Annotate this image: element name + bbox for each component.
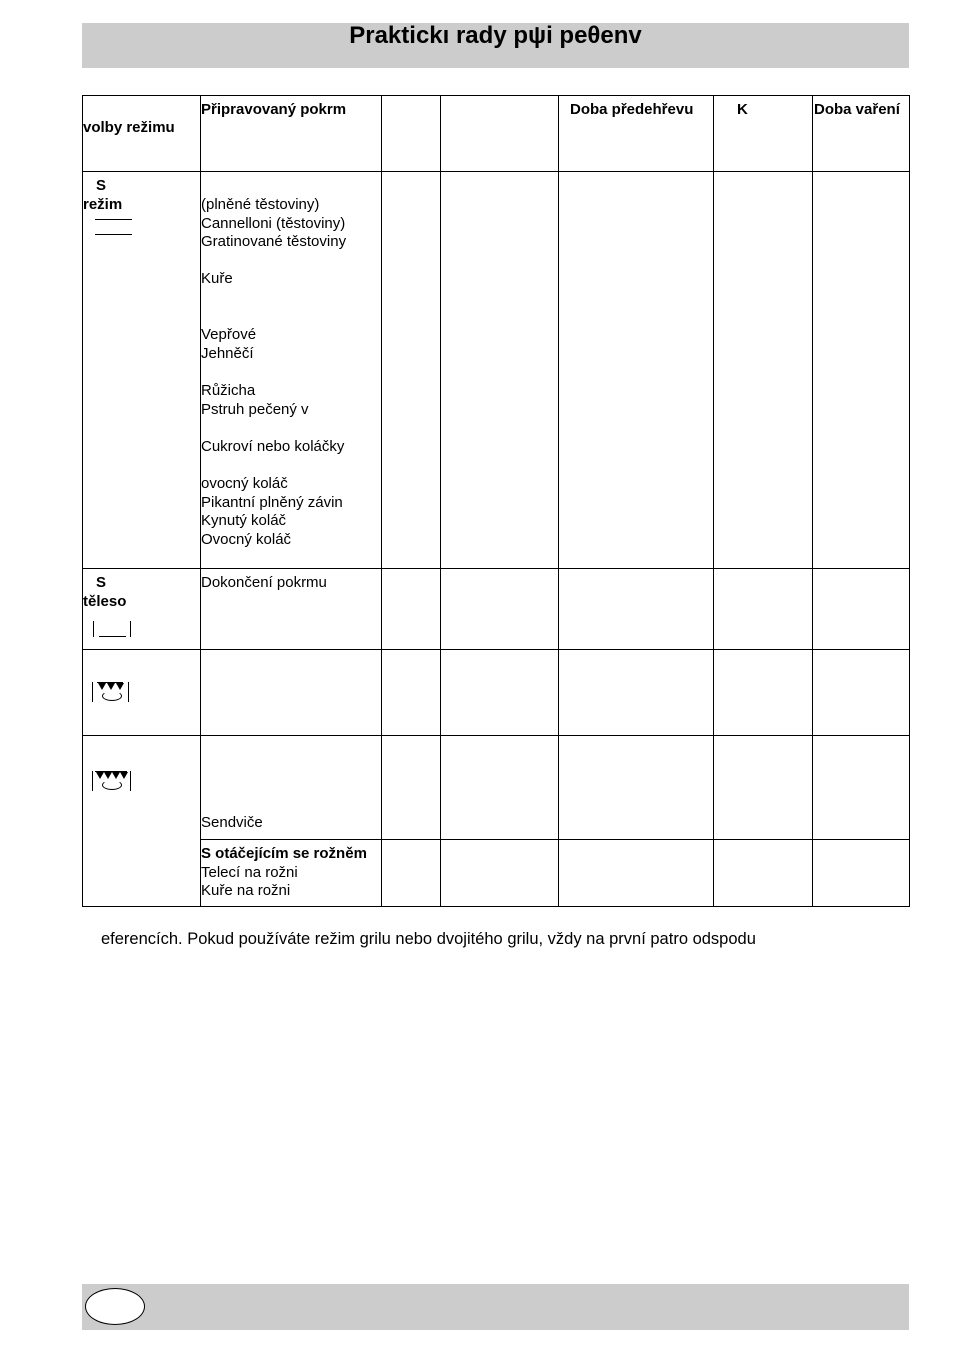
- empty-cell: [813, 569, 910, 650]
- empty-cell: [382, 650, 441, 736]
- empty-cell: [559, 840, 714, 907]
- empty-cell: [382, 172, 441, 569]
- food-list-convection: [201, 172, 381, 549]
- header-cook-time: Doba vaření: [814, 101, 900, 118]
- food-item: Vepřové: [201, 326, 257, 344]
- row-double-grill: [83, 736, 910, 840]
- empty-cell: [714, 650, 813, 736]
- mode-label-line1: S: [96, 177, 107, 194]
- food-item: Kynutý koláč: [201, 512, 287, 530]
- spacer: [201, 252, 381, 271]
- header-preheat-cell: [559, 96, 714, 172]
- header-mode-cell: [83, 96, 201, 172]
- page-number-oval: [85, 1288, 145, 1325]
- header-col3-cell: [382, 96, 441, 172]
- bottom-element-line: [95, 234, 132, 235]
- food-item: Sendviče: [201, 814, 263, 831]
- grill-fan-icon: [92, 680, 130, 702]
- food-item: Cukroví nebo koláčky: [201, 437, 345, 455]
- mode-label-line2: režim: [83, 195, 123, 213]
- header-preheat: Doba předehřevu: [570, 101, 694, 118]
- mode-cell-bottom: [83, 569, 201, 650]
- food-item: Pstruh pečený v: [201, 400, 309, 418]
- header-k-cell: [714, 96, 813, 172]
- empty-cell: [382, 736, 441, 840]
- double-grill-fan-icon: [92, 769, 130, 791]
- food-item: Jehněčí: [201, 344, 254, 362]
- empty-cell: [559, 172, 714, 569]
- empty-cell: [441, 172, 559, 569]
- food-cell-rotisserie: [201, 840, 382, 907]
- empty-cell: [813, 840, 910, 907]
- mode-label-line1: S: [96, 574, 107, 591]
- header-col4-cell: [441, 96, 559, 172]
- empty-cell: [382, 569, 441, 650]
- food-item: Kuře na rožni: [201, 882, 291, 900]
- row-grill: [83, 650, 910, 736]
- page-title: Praktickı rady pψi peθenv: [349, 22, 642, 49]
- spacer: [201, 419, 381, 438]
- food-item: (plněné těstoviny): [201, 196, 320, 213]
- top-element-line: [95, 219, 132, 220]
- footer-bar: [82, 1284, 909, 1330]
- header-k: K: [737, 101, 748, 118]
- spacer: [201, 456, 381, 475]
- convection-icon: [83, 214, 200, 254]
- title-bar: [82, 23, 909, 68]
- food-item: Pikantní plněný závin: [201, 493, 343, 511]
- mode-cell-convection: [83, 172, 201, 569]
- spacer: [201, 289, 381, 326]
- header-food: Připravovaný pokrm: [201, 101, 347, 118]
- header-row: [83, 96, 910, 172]
- food-cell-convection: [201, 172, 382, 569]
- header-food-cell: [201, 96, 382, 172]
- food-item: Cannelloni (těstoviny): [201, 214, 346, 232]
- food-item: Ovocný koláč: [201, 530, 292, 548]
- mode-label-line2: těleso: [83, 592, 127, 610]
- row-rotisserie: [83, 840, 910, 907]
- mode-cell-double-grill: [83, 736, 201, 907]
- food-item: Gratinované těstoviny: [201, 233, 347, 251]
- empty-cell: [813, 172, 910, 569]
- empty-cell: [441, 840, 559, 907]
- food-item: ovocný koláč: [201, 474, 288, 492]
- empty-cell: [813, 736, 910, 840]
- row-bottom: [83, 569, 910, 650]
- empty-cell: [382, 840, 441, 907]
- empty-cell: [813, 650, 910, 736]
- footnote: eferencích. Pokud používáte režim grilu nebo dvojitého grilu, vždy na první patro odspodu: [101, 930, 756, 948]
- empty-cell: [559, 736, 714, 840]
- food-item: Kuře: [201, 270, 233, 288]
- empty-cell: [714, 840, 813, 907]
- food-item: Dokončení pokrmu: [201, 574, 327, 591]
- cooking-table: [82, 95, 910, 907]
- row-convection: [83, 172, 910, 569]
- empty-cell: [714, 172, 813, 569]
- food-item: Růžicha: [201, 381, 256, 399]
- food-item: Telecí na rožni: [201, 863, 298, 881]
- empty-cell: [441, 736, 559, 840]
- empty-cell: [714, 569, 813, 650]
- spacer: [201, 363, 381, 382]
- food-cell-grill: [201, 650, 382, 736]
- empty-cell: [559, 650, 714, 736]
- empty-cell: [441, 650, 559, 736]
- empty-cell: [559, 569, 714, 650]
- rotisserie-heading: S otáčejícím se rožněm: [201, 845, 367, 862]
- empty-cell: [714, 736, 813, 840]
- food-cell-double-grill: [201, 736, 382, 840]
- mode-label-convection: [83, 172, 200, 214]
- bottom-element-icon: [83, 617, 200, 639]
- mode-cell-grill: [83, 650, 201, 736]
- food-cell-bottom: [201, 569, 382, 650]
- header-mode: volby režimu: [83, 119, 175, 136]
- empty-cell: [441, 569, 559, 650]
- header-cook-time-cell: [813, 96, 910, 172]
- mode-label-bottom: [83, 569, 200, 611]
